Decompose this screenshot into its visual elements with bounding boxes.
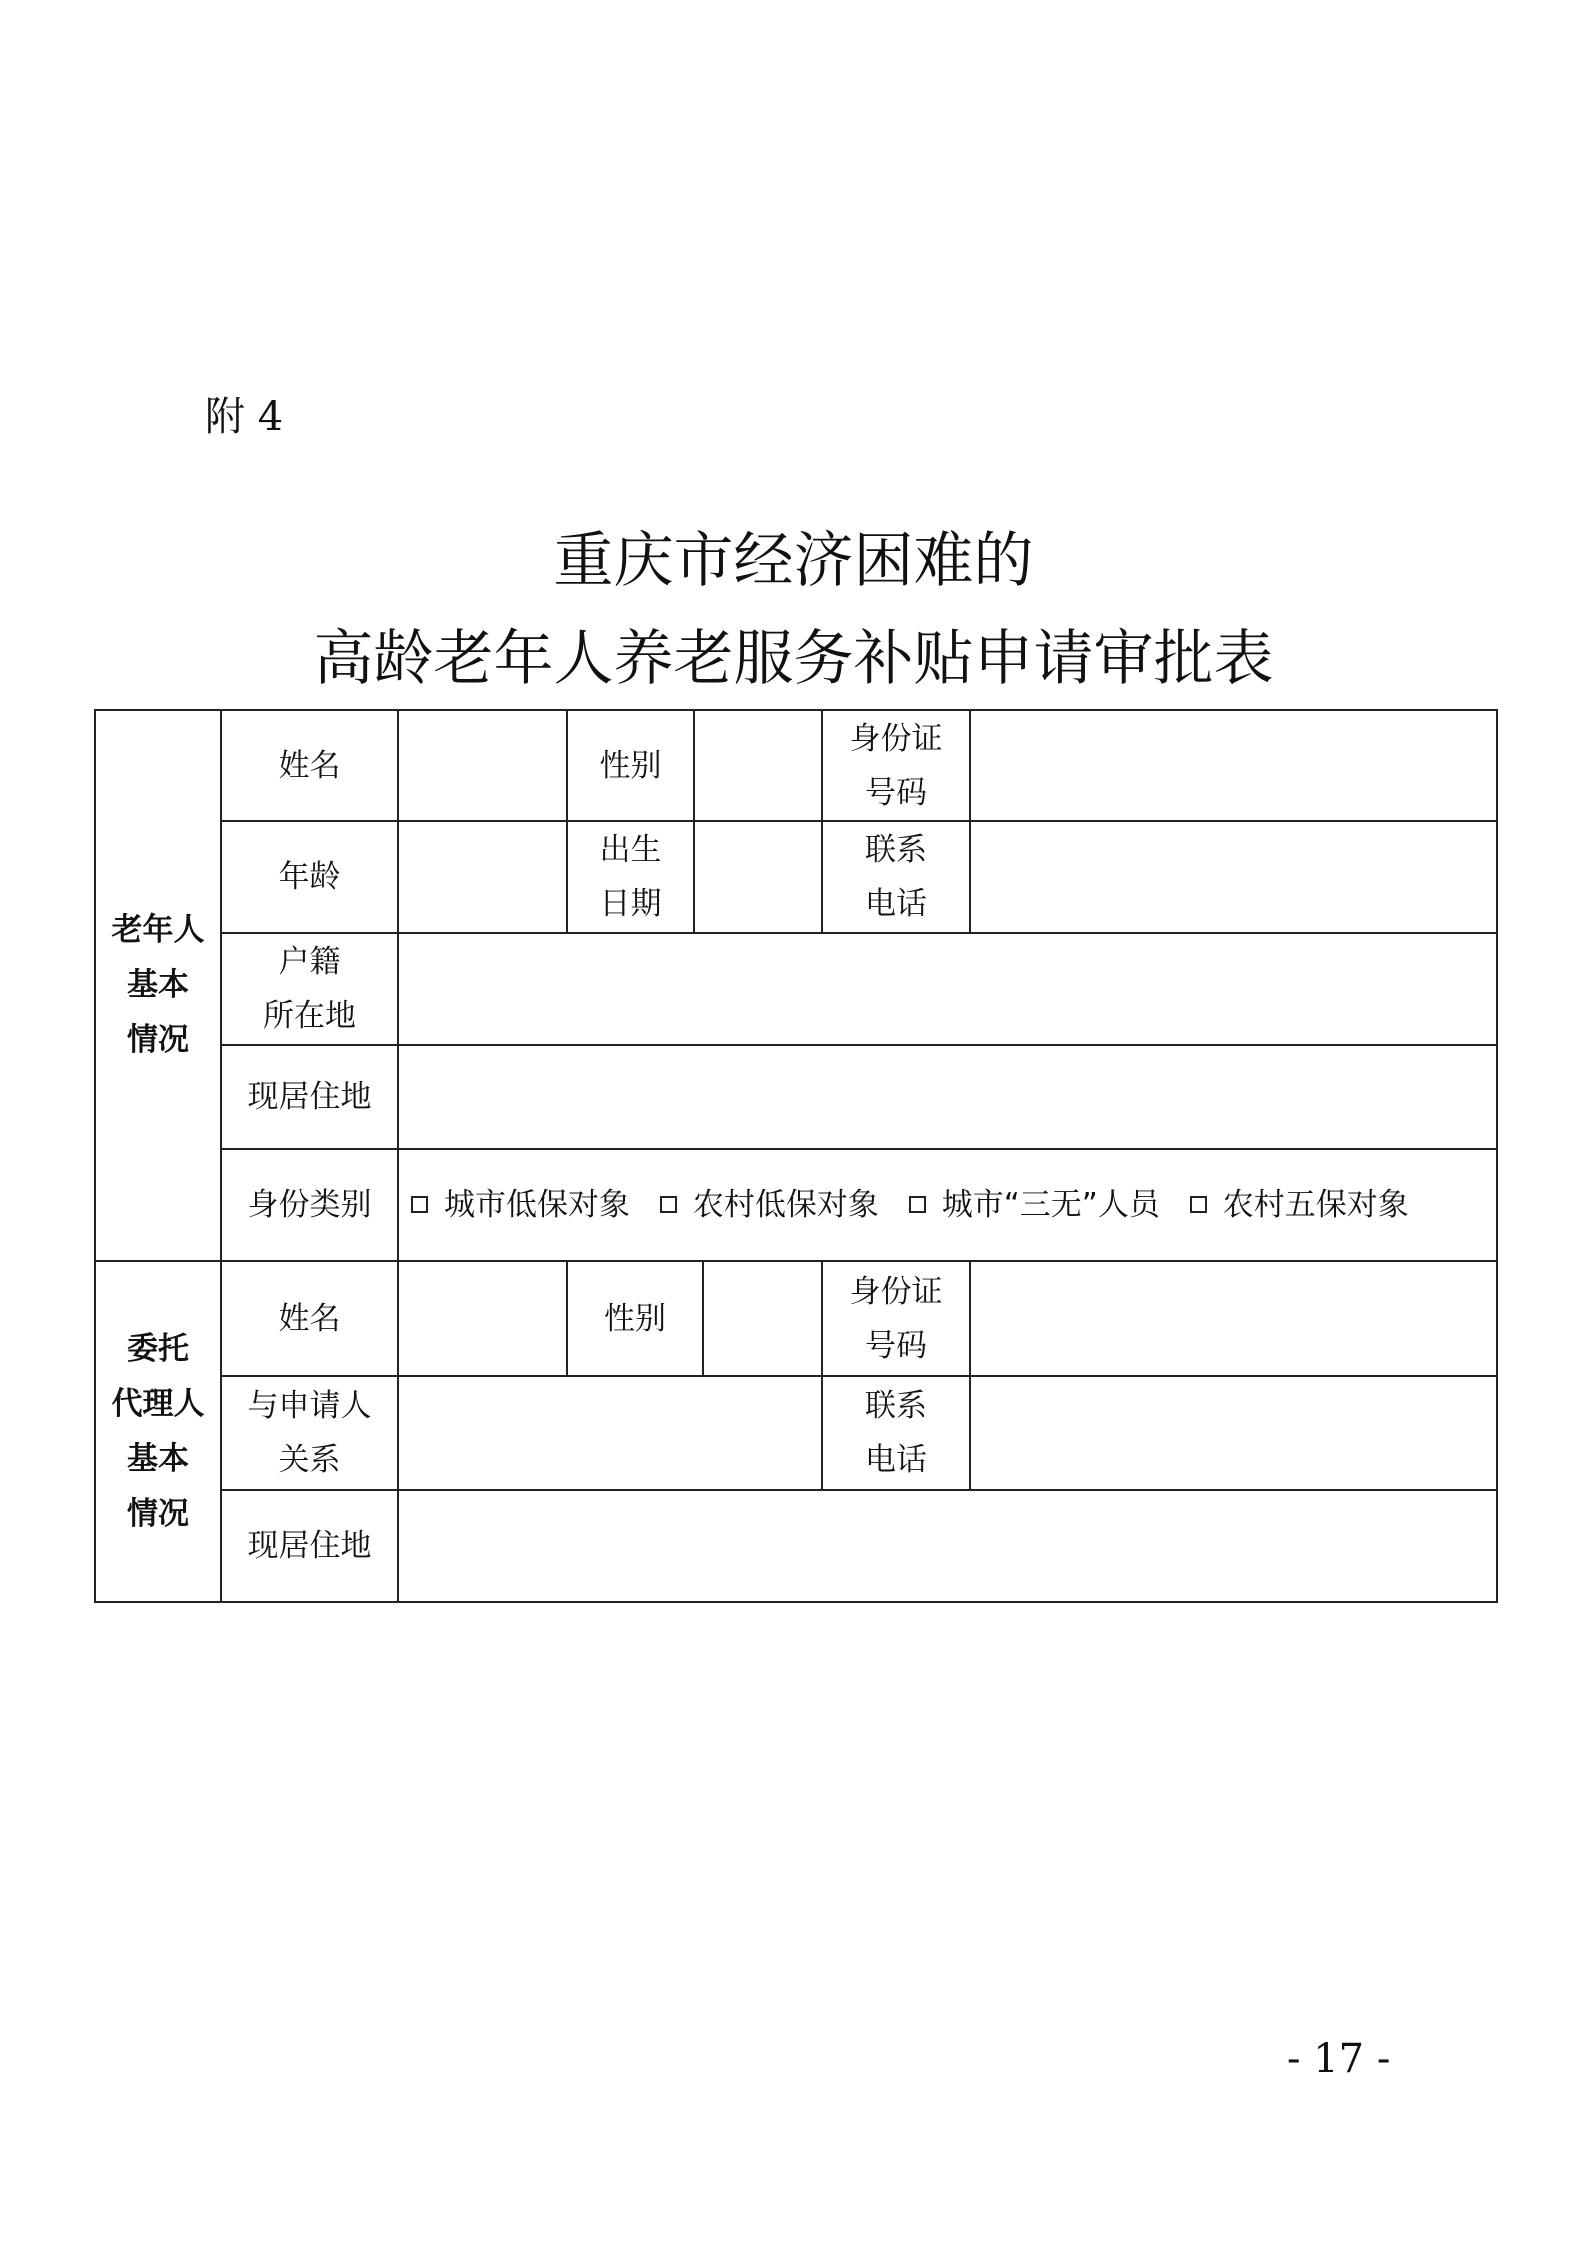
checkbox-icon [411,1196,428,1213]
agent-gender-field[interactable] [703,1261,822,1376]
agent-gender-label: 性别 [567,1261,703,1376]
checkbox-icon [660,1196,677,1213]
agent-row-name [95,1261,1497,1376]
agent-relation-label: 与申请人 关系 [221,1376,398,1490]
elderly-phone-label: 联系 电话 [822,821,970,933]
identity-options [398,1149,1497,1261]
page-number: - 17 - [1287,2036,1391,2082]
elderly-section-label: 老年人 基本 情况 [95,710,221,1261]
agent-row-residence [95,1490,1497,1602]
elderly-birth-field[interactable] [694,821,822,933]
checkbox-icon [1190,1196,1207,1213]
identity-option-urban-sanwu[interactable]: 城市“三无”人员 [909,1187,1160,1223]
elderly-id-label: 身份证 号码 [822,710,970,821]
agent-name-field[interactable] [398,1261,567,1376]
elderly-identity-label: 身份类别 [221,1149,398,1261]
agent-residence-field[interactable] [398,1490,1497,1602]
elderly-age-label: 年龄 [221,821,398,933]
agent-row-relation [95,1376,1497,1490]
elderly-residence-label: 现居住地 [221,1045,398,1149]
agent-residence-label: 现居住地 [221,1490,398,1602]
agent-phone-label: 联系 电话 [822,1376,970,1490]
agent-id-label: 身份证 号码 [822,1261,970,1376]
elderly-gender-field[interactable] [694,710,822,821]
elderly-row-identity [95,1149,1497,1261]
elderly-gender-label: 性别 [567,710,694,821]
elderly-name-label: 姓名 [221,710,398,821]
agent-section-label: 委托 代理人 基本 情况 [95,1261,221,1602]
identity-option-rural-wubao[interactable]: 农村五保对象 [1190,1187,1409,1223]
agent-id-field[interactable] [970,1261,1497,1376]
elderly-residence-field[interactable] [398,1045,1497,1149]
identity-option-rural-dibao[interactable]: 农村低保对象 [660,1187,879,1223]
elderly-row-name [95,710,1497,821]
application-form-table [94,709,1498,1603]
elderly-row-hukou [95,933,1497,1045]
elderly-birth-label: 出生 日期 [567,821,694,933]
checkbox-icon [909,1196,926,1213]
form-title-line-1: 重庆市经济困难的 [553,526,1034,596]
form-title-line-2: 高龄老年人养老服务补贴申请审批表 [313,624,1274,694]
elderly-age-field[interactable] [398,821,567,933]
elderly-hukou-field[interactable] [398,933,1497,1045]
elderly-row-age [95,821,1497,933]
elderly-hukou-label: 户籍 所在地 [221,933,398,1045]
agent-phone-field[interactable] [970,1376,1497,1490]
elderly-row-residence [95,1045,1497,1149]
agent-relation-field[interactable] [398,1376,822,1490]
attachment-label: 附 4 [205,394,284,440]
elderly-id-field[interactable] [970,710,1497,821]
elderly-phone-field[interactable] [970,821,1497,933]
elderly-name-field[interactable] [398,710,567,821]
agent-name-label: 姓名 [221,1261,398,1376]
identity-option-urban-dibao[interactable]: 城市低保对象 [411,1187,630,1223]
